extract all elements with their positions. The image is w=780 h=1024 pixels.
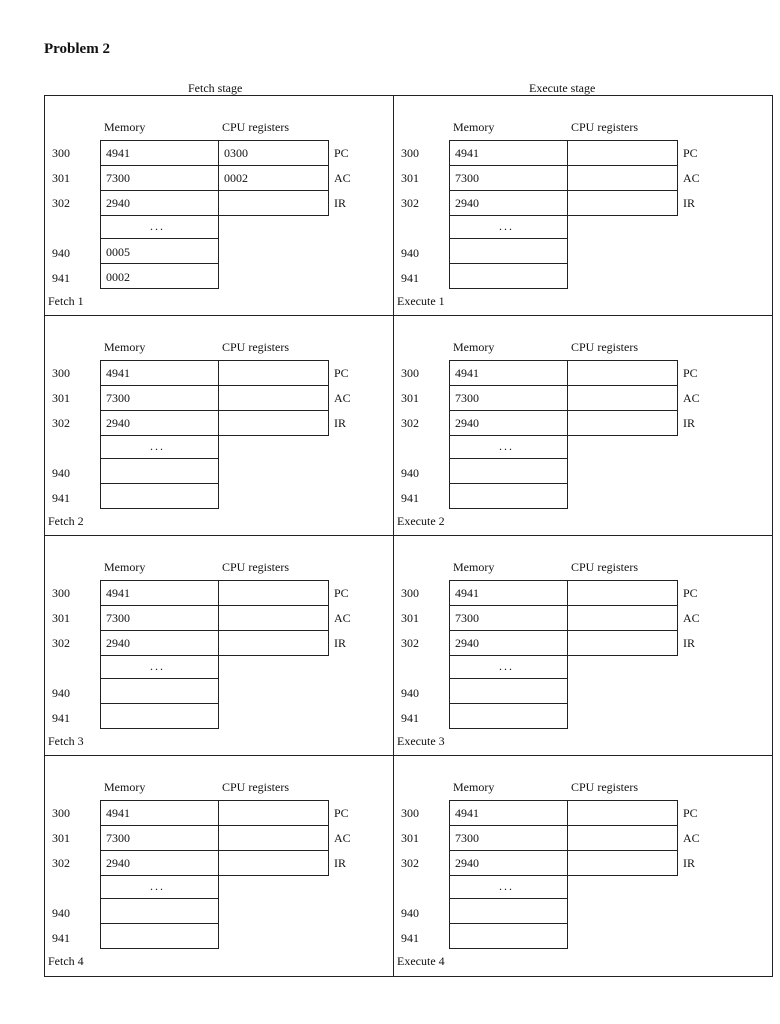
register-name: IR [334,416,346,430]
panel-execute-4 [393,755,742,975]
cpu-registers-header: CPU registers [222,120,289,134]
address-label: 941 [52,271,70,285]
address-label: 940 [52,246,70,260]
register-name: IR [334,856,346,870]
cpu-registers-header: CPU registers [571,780,638,794]
memory-value: 7300 [455,391,479,405]
register-name: AC [683,391,700,405]
memory-value: 2940 [455,636,479,650]
memory-value: 4941 [455,806,479,820]
register-name: AC [683,611,700,625]
register-name: AC [683,831,700,845]
cpu-registers-header: CPU registers [571,340,638,354]
register-name: AC [683,171,700,185]
address-label: 301 [52,171,70,185]
register-name: PC [683,146,698,160]
memory-value: 7300 [455,831,479,845]
address-label: 940 [52,906,70,920]
memory-value: 2940 [106,196,130,210]
memory-value: 4941 [455,586,479,600]
address-label: 302 [401,416,419,430]
memory-cell [100,923,219,949]
register-name: PC [334,806,349,820]
execute-stage-heading: Execute stage [529,81,596,95]
register-name: PC [334,366,349,380]
panel-caption: Fetch 3 [48,734,84,748]
memory-value: 4941 [106,586,130,600]
register-name: AC [334,391,351,405]
memory-value: 2940 [106,416,130,430]
memory-value: 2940 [106,636,130,650]
memory-cell [449,898,568,924]
address-label: 940 [52,466,70,480]
ellipsis: ... [150,879,165,893]
memory-cell [100,678,219,704]
address-label: 941 [401,931,419,945]
register-cell [218,630,329,656]
memory-value: 2940 [455,196,479,210]
address-label: 302 [52,856,70,870]
memory-value: 2940 [455,856,479,870]
register-cell [567,800,678,826]
panel-caption: Fetch 2 [48,514,84,528]
ellipsis: ... [499,879,514,893]
register-name: IR [334,636,346,650]
memory-value: 7300 [106,831,130,845]
address-label: 302 [401,196,419,210]
memory-value: 4941 [106,366,130,380]
address-label: 300 [401,366,419,380]
register-cell [567,190,678,216]
address-label: 940 [401,466,419,480]
register-cell [218,800,329,826]
panel-caption: Execute 1 [397,294,445,308]
memory-header: Memory [104,120,146,134]
register-name: AC [334,831,351,845]
cpu-registers-header: CPU registers [571,120,638,134]
memory-header: Memory [104,780,146,794]
memory-value: 4941 [106,146,130,160]
memory-cell [100,458,219,484]
panel-caption: Fetch 4 [48,954,84,968]
memory-cell [100,703,219,729]
register-name: IR [683,856,695,870]
ellipsis: ... [150,219,165,233]
memory-cell [100,483,219,509]
address-label: 941 [52,491,70,505]
address-label: 300 [401,806,419,820]
register-name: PC [334,146,349,160]
register-cell [218,190,329,216]
address-label: 941 [401,491,419,505]
address-label: 301 [52,611,70,625]
memory-value: 2940 [106,856,130,870]
register-cell [567,385,678,411]
cpu-registers-header: CPU registers [571,560,638,574]
register-cell [567,360,678,386]
address-label: 302 [52,196,70,210]
address-label: 301 [52,391,70,405]
register-name: AC [334,611,351,625]
memory-value: 2940 [455,416,479,430]
register-cell [567,580,678,606]
address-label: 940 [401,246,419,260]
memory-cell [449,238,568,264]
ellipsis: ... [499,219,514,233]
address-label: 302 [401,856,419,870]
address-label: 301 [52,831,70,845]
register-cell [218,360,329,386]
memory-value: 4941 [455,366,479,380]
panel-caption: Fetch 1 [48,294,84,308]
address-label: 941 [52,711,70,725]
address-label: 301 [401,611,419,625]
memory-value: 7300 [455,611,479,625]
address-label: 300 [52,146,70,160]
register-name: IR [683,636,695,650]
address-label: 302 [52,636,70,650]
address-label: 941 [52,931,70,945]
register-value: 0002 [224,171,248,185]
panel-fetch-2 [44,315,393,535]
register-value: 0300 [224,146,248,160]
cpu-registers-header: CPU registers [222,780,289,794]
memory-value: 0005 [106,245,130,259]
memory-header: Memory [453,560,495,574]
register-cell [218,605,329,631]
panel-caption: Execute 4 [397,954,445,968]
address-label: 941 [401,271,419,285]
memory-value: 0002 [106,270,130,284]
register-cell [218,825,329,851]
memory-value: 4941 [106,806,130,820]
address-label: 940 [401,906,419,920]
memory-cell [449,678,568,704]
memory-value: 7300 [106,391,130,405]
memory-value: 7300 [106,171,130,185]
register-cell [567,825,678,851]
ellipsis: ... [150,439,165,453]
panel-caption: Execute 3 [397,734,445,748]
memory-cell [100,898,219,924]
register-cell [567,605,678,631]
memory-value: 7300 [455,171,479,185]
panel-fetch-1 [44,95,393,315]
memory-cell [449,458,568,484]
memory-cell [449,263,568,289]
memory-cell [449,703,568,729]
panel-fetch-3 [44,535,393,755]
cpu-registers-header: CPU registers [222,340,289,354]
fetch-stage-heading: Fetch stage [188,81,243,95]
register-name: PC [334,586,349,600]
register-name: PC [683,366,698,380]
register-cell [567,410,678,436]
memory-header: Memory [453,120,495,134]
register-cell [218,410,329,436]
ellipsis: ... [150,659,165,673]
memory-cell [449,483,568,509]
register-name: IR [683,196,695,210]
address-label: 941 [401,711,419,725]
panel-execute-1 [393,95,742,315]
ellipsis: ... [499,659,514,673]
address-label: 940 [401,686,419,700]
memory-header: Memory [104,340,146,354]
memory-header: Memory [453,340,495,354]
memory-value: 7300 [106,611,130,625]
problem-title: Problem 2 [44,41,110,57]
address-label: 301 [401,171,419,185]
address-label: 301 [401,391,419,405]
panel-fetch-4 [44,755,393,975]
ellipsis: ... [499,439,514,453]
register-name: PC [683,806,698,820]
address-label: 300 [401,586,419,600]
address-label: 300 [52,366,70,380]
memory-value: 4941 [455,146,479,160]
register-cell [567,140,678,166]
address-label: 300 [401,146,419,160]
memory-cell [449,923,568,949]
register-cell [567,850,678,876]
panel-caption: Execute 2 [397,514,445,528]
cpu-registers-header: CPU registers [222,560,289,574]
register-name: IR [683,416,695,430]
address-label: 940 [52,686,70,700]
register-name: IR [334,196,346,210]
register-name: PC [683,586,698,600]
register-cell [218,850,329,876]
register-cell [567,630,678,656]
panel-execute-2 [393,315,742,535]
address-label: 302 [401,636,419,650]
address-label: 301 [401,831,419,845]
address-label: 300 [52,586,70,600]
panel-execute-3 [393,535,742,755]
register-name: AC [334,171,351,185]
register-cell [218,580,329,606]
address-label: 300 [52,806,70,820]
register-cell [218,385,329,411]
memory-header: Memory [453,780,495,794]
register-cell [567,165,678,191]
memory-header: Memory [104,560,146,574]
address-label: 302 [52,416,70,430]
